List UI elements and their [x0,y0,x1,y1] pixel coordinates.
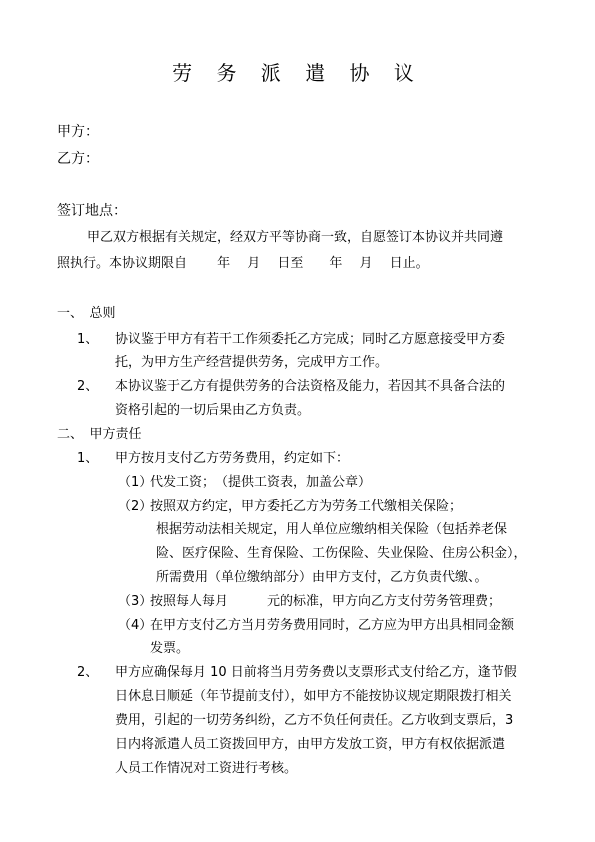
intro-line-1: 甲乙双方根据有关规定，经双方平等协商一致，自愿签订本协议并共同遵 [87,230,504,245]
item-line: 本协议鉴于乙方有提供劳务的合法资格及能力，若因其不具备合法的 [115,379,506,394]
sub-item-line: 根据劳动法相关规定，用人单位应缴纳相关保险（包括养老保 [143,522,508,537]
sub-item-line: 在甲方支付乙方当月劳务费用同时，乙方应为甲方出具相同金额 [150,618,515,633]
party-a-label: 甲方： [57,124,99,140]
sub-item-line: 按照双方约定，甲方委托乙方为劳务工代缴相关保险； [150,499,463,514]
sub-item-line: 所需费用（单位缴纳部分）由甲方支付，乙方负责代缴、。 [143,570,488,585]
sub-item-line: 按照每人每月 元的标准，甲方向乙方支付劳务管理费； [150,594,502,609]
item-line: 日内将派遣人员工资拨回甲方，由甲方发放工资，甲方有权依据派遣 [115,737,506,752]
item-line: 费用，引起的一切劳务纠纷，乙方不负任何责任。乙方收到支票后，3 [115,713,514,728]
item-line: 甲方应确保每月 10 日前将当月劳务费以支票形式支付给乙方，逢节假 [115,665,517,680]
item-line: 人员工作情况对工资进行考核。 [115,761,298,776]
sub-item-number: （1） [118,475,153,490]
sub-item-number: （2） [118,499,153,514]
sub-item-line: 发票。 [150,641,190,656]
sub-item-line: 险、医疗保险、生育保险、工伤保险、失业保险、住房公积金）， [143,546,527,561]
sub-item-line: 代发工资； （提供工资表，加盖公章） [150,475,372,490]
item-number: 2、 [77,665,99,680]
item-line: 日休息日顺延（年节提前支付），如甲方不能按协议规定期限拨打相关 [115,689,512,704]
item-number: 2、 [77,379,99,394]
item-number: 1、 [77,451,99,466]
sub-item-number: （4） [118,618,153,633]
party-b-label: 乙方： [57,151,99,167]
sign-place-label: 签订地点： [57,203,127,219]
item-line: 协议鉴于甲方有若干工作须委托乙方完成；同时乙方愿意接受甲方委 [115,332,506,347]
item-number: 1、 [77,332,99,347]
item-line: 托，为甲方生产经营提供劳务，完成甲方工作。 [115,355,389,370]
intro-line-2: 照执行。本协议期限自 年 月 日至 年 月 日止。 [57,256,429,271]
section-heading-party-a-duties: 二、 甲方责任 [57,427,142,442]
item-line: 资格引起的一切后果由乙方负责。 [115,403,311,418]
section-heading-general: 一、 总则 [57,306,116,321]
item-line: 甲方按月支付乙方劳务费用，约定如下： [115,451,350,466]
document-title: 劳 务 派 遣 协 议 [172,61,423,85]
sub-item-number: （3） [118,594,153,609]
